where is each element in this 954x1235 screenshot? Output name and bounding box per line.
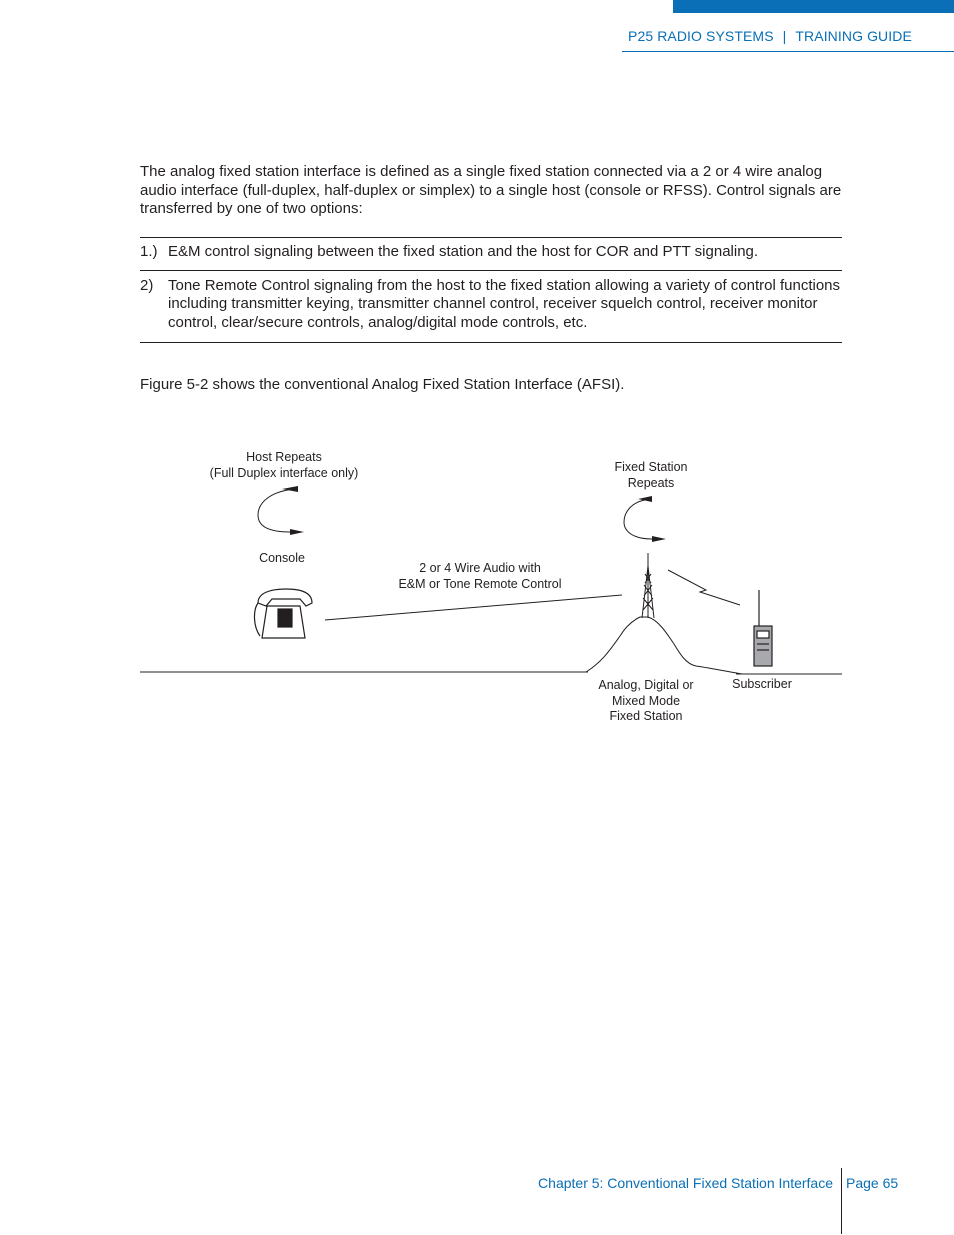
- afsi-diagram: [140, 440, 842, 740]
- option-row: [140, 270, 842, 344]
- audio-link-label: [385, 561, 575, 592]
- host-arrow-bottom: [290, 529, 304, 535]
- audio-link-line-2: E&M or Tone Remote Control: [398, 576, 562, 591]
- intro-paragraph: The analog fixed station interface is defined as a single fixed station connected via a 2 or 4 wire analog audio interface (full-duplex, half-duplex or simplex) to a single host (console or RFSS). Control signals are transferred by one of two options:: [140, 163, 842, 217]
- host-repeats-loop: [258, 489, 298, 532]
- handheld-radio-icon: [754, 590, 772, 666]
- fs-arrow-bottom: [652, 536, 666, 542]
- fs-repeats-line-2: Repeats: [627, 475, 675, 490]
- options-table: [140, 237, 842, 343]
- host-repeats-line-2: (Full Duplex interface only): [209, 465, 359, 480]
- station-line-2: Mixed Mode: [611, 693, 681, 708]
- running-header: [622, 28, 954, 52]
- subscriber-label: Subscriber: [732, 677, 792, 691]
- station-line-3: Fixed Station: [609, 709, 683, 723]
- option-text: Tone Remote Control signaling from the host to the fixed station allowing a variety of control functions including transmitter keying, transmitter channel control, receiver squelch control, receiver monitor control, clear/secure controls, analog/digital mode controls, etc.: [168, 276, 841, 331]
- console-label: Console: [259, 551, 305, 565]
- header-separator: |: [782, 28, 787, 44]
- footer-divider: [841, 1168, 842, 1234]
- option-number: 2): [140, 276, 154, 294]
- radio-link-bolt: [668, 570, 740, 605]
- option-number: 1.): [140, 243, 158, 260]
- header-title: P25 RADIO SYSTEMS: [628, 28, 774, 44]
- telephone-icon: [254, 589, 312, 638]
- audio-link-line: [325, 595, 622, 620]
- audio-link-line-1: 2 or 4 Wire Audio with: [419, 561, 541, 575]
- header-accent-bar: [673, 0, 954, 13]
- host-repeats-label: [204, 450, 364, 481]
- option-row: [140, 237, 842, 270]
- hill-outline: [586, 617, 742, 674]
- footer-page-number: Page 65: [846, 1175, 899, 1191]
- host-repeats-line-1: Host Repeats: [246, 450, 322, 464]
- footer-chapter: Chapter 5: Conventional Fixed Station Interface: [538, 1175, 833, 1191]
- fixed-station-repeats-label: [596, 460, 706, 491]
- option-text: E&M control signaling between the fixed station and the host for COR and PTT signaling.: [168, 243, 759, 260]
- station-line-1: Analog, Digital or: [598, 678, 694, 692]
- fixed-station-label: [586, 678, 706, 725]
- header-subtitle: TRAINING GUIDE: [795, 28, 912, 44]
- fs-repeats-line-1: Fixed Station: [614, 460, 688, 474]
- figure-caption: Figure 5-2 shows the conventional Analog Fixed Station Interface (AFSI).: [140, 376, 625, 393]
- fs-repeats-loop: [624, 499, 652, 539]
